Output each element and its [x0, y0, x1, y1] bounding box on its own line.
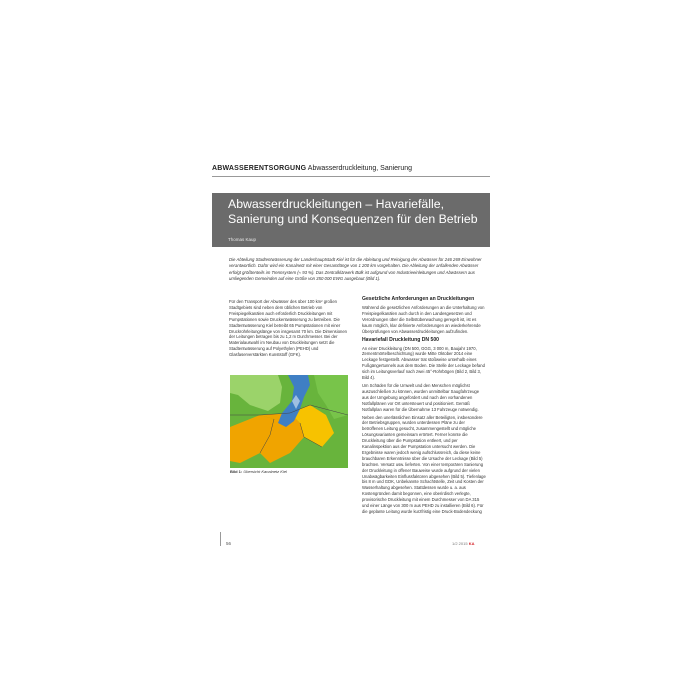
subheading: Havariefall Druckleitung DN 500 — [362, 336, 440, 343]
figure-caption — [230, 469, 350, 474]
section-rule — [212, 176, 490, 177]
issue-ref: 1/2 2015 — [452, 541, 468, 546]
section-header — [212, 163, 490, 175]
subheading: Gesetzliche Anforderungen an Druckleitungen — [362, 296, 475, 302]
paragraph: Neben den unerlässlichen Einsatz aller Beteiligten, insbesondere der Betriebsgruppen, wurden unterdessen Pläne zu der betroffenen Leitung gesucht, zusammengestellt und mögliche Lösungsvarianten gemeinsam erörtert. Ferner konnte die Druckleitung über die Pumpstation entleert, und per Kanalinspektion aus der Pumpstation untersucht werden. Die Ergebnisse waren jedoch wenig aufschlussreich, da diese keine brauchbaren Erkenntnisse über die Ursache der Leckage (Bild 5) brachten. Versatz usw. lieferten. Von einer temporären Sanierung der Druckleitung in offener Bauweise wurde aufgrund der vielen Unabwägbarkeiten Einflussfaktoren abgesehen (Bild 5). Tiefenlage bis 8 m und GDK, Unbekannte Schachtstelle, Zeit und Kosten der Wasserhaltung abgesehen. Stattdessen wurde u. a. aus Kostengründen damit begonnen, eine oberirdisch verlegte, provisorische Druckleitung mit einem Durchmesser von DA 315 und einer Länge von 300 m aus PEHD zu installieren (Bild 6). Für die geplante Leitung wurde kurzfristig eine Druck-Bodendeckung — [362, 414, 486, 514]
article-lead: Die Abteilung Stadtentwässerung der Landeshauptstadt Kiel ist für die Ableitung und Reinigung der Abwässer für 246 269 Einwohner verantwortlich. Dafür wird ein Kanalnetz mit einer Gesamtlänge von 1 200 km vorgehalten. Die Ableitung der anfallenden Abwässer erfolgt größtenteils im Trennsystem (≈ 93 %). Das Zentralklärwerk Bülk ist aufgrund von Industrieeinleitungen und Abwässern aus umliegenden Gemeinden auf eine Größe von 350 000 EWG ausgebaut (Bild 1). — [229, 257, 482, 281]
map-figure — [230, 375, 348, 468]
figure-label: Bild 1: — [230, 469, 243, 474]
title-banner — [212, 193, 490, 247]
column-right — [362, 296, 486, 517]
figure-caption-text: Übersicht Kanalnetz Kiel — [243, 469, 287, 474]
footer-rule — [220, 532, 221, 546]
paragraph: Für den Transport der Abwässer des über 100 km² großen Stadtgebiets sind neben dem üblichen Betrieb von Freispiegelkanälen auch erforderlich Druckleitungen mit Pumpstationen sowie Druckentwässerung zu betreiben. Die Stadtentwässerung Kiel betreibt 65 Pumpstationen mit einer Druckrohrleitungslänge von insgesamt 70 km. Die Dimensionen der Leitungen betragen bis zu 1,2 m Durchmesser. Bei der Materialauswahl im Neubau von Druckleitungen setzt die Stadtentwässerung auf Polyethylen (PEHD) und Glasfaserverstärkten Kunststoff (GFK). — [229, 299, 348, 358]
publisher-logo: KA — [468, 541, 475, 546]
paragraph: Während die gesetzlichen Anforderungen an die Unterhaltung von Freispiegelkanälen auch durch in den Landesgesetzen und Verordnungen über die Selbstüberwachung geregelt ist, ist es kaum möglich, klar definierte Anforderungen an wiederkehrende Überprüfungen von Abwasserdruckleitungen aufzufinden. — [362, 305, 485, 334]
article-title: Abwasserdruckleitungen – Havariefälle, Sanierung und Konsequenzen für den Betrieb — [228, 197, 478, 226]
section-sublabel: Abwasserdruckleitung, Sanierung — [307, 165, 413, 172]
footer-ref — [452, 541, 474, 546]
paragraph: An einer Druckleitung (DN 500, GGG, 3 000 m, Baujahr 1970, Zementmörtelbeschichtung) wurde Mitte Oktober 2014 eine Leckage festgestellt. Abwasser trat stoßweise unterhalb eines Fußgängertunnels aus dem Boden. Die Stelle der Leckage befand sich im Leitungsverlauf nach zwei 45°-Rohrbögen (Bild 2, Bild 3, Bild 4). — [362, 345, 485, 381]
page-number: 56 — [226, 541, 232, 546]
paragraph: Um Schäden für die Umwelt und den Menschen möglichst auszuschließen zu können, wurden unmittelbar Saugfahrzeuge aus der Umgebung angefordert und nach den vorhandenen Notfallplänen vor Ort untersteuert und positioniert. Gemäß Notfallplan waren für die Übernahme 13 Fahrzeuge notwendig. — [362, 382, 480, 412]
article-author: Thomas Kaup — [228, 237, 257, 242]
kiel-map — [230, 375, 348, 468]
section-label: ABWASSERENTSORGUNG — [212, 165, 307, 172]
column-left — [229, 299, 351, 360]
